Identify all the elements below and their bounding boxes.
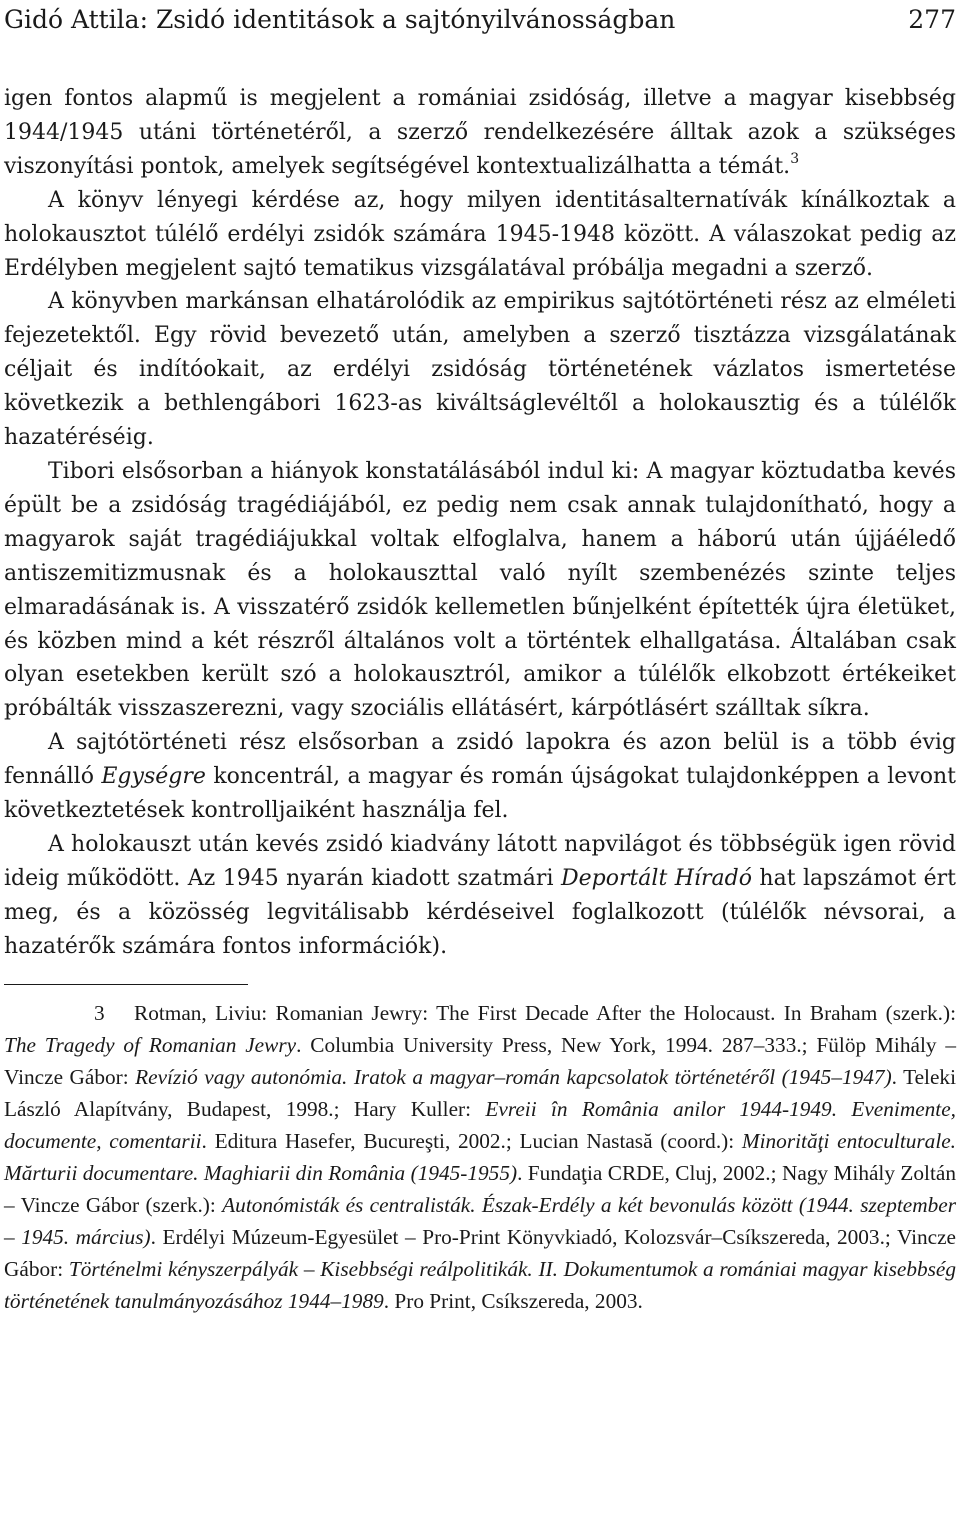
footnote-text: . Pro Print, Csíkszereda, 2003. — [383, 1289, 643, 1314]
paragraph-1-text: igen fontos alapmű is megjelent a romániai zsidóság, illetve a magyar kisebbség 1944/1945 utáni történetéről, a szerző rendelkezésére álltak azok a szükséges viszonyítási pontok, amelyek segítségével kontextualizálhatta a témát. — [4, 86, 956, 179]
newspaper-title: Deportált Híradó — [560, 865, 752, 891]
footnote-text: . Fundaţia CRDE, Cluj, 2002.; Nagy Mihály Zoltán – Vincze Gábor (szerk.): — [4, 1161, 956, 1218]
paragraph-6-text-b: hat lapszámot ért meg, és a közösség legvitálisabb kérdéseivel foglalkozott (túlélők névsorai, a hazatérők számára fontos információk). — [4, 865, 957, 959]
running-header — [4, 2, 956, 42]
paragraph-5-text-a: A sajtótörténeti rész elsősorban a zsidó lapokra és azon belül is a több évig fennálló — [4, 730, 956, 790]
paragraph-3: A könyvben markánsan elhatárolódik az empirikus sajtótörténeti rész az elméleti fejezetektől. Egy rövid bevezető után, amelyben a szerző tisztázza vizsgálatának céljait és indítóokait, az erdélyi zsidóság történetének vázlatos ismertetése következik a bethlengábori 1623-as kiváltságlevéltől a holokausztig és a túlélők hazatéréséig. — [4, 289, 956, 451]
footnote-text: . Teleki László Alapítvány, Budapest, 1998.; Hary Kuller: — [4, 1064, 956, 1121]
footnote-text: . Editura Hasefer, Bucureşti, 2002.; Lucian Nastasă (coord.): — [201, 1128, 735, 1153]
paragraph-6-text-a: A holokauszt után kevés zsidó kiadvány látott napvilágot és többségük igen rövid ideig működött. Az 1945 nyarán kiadott szatmári — [4, 831, 956, 891]
paragraph-5-text-b: koncentrál, a magyar és román újságokat tulajdonképpen a levont következtetések kontrolljaiként használja fel. — [4, 764, 957, 824]
footnote-title: The Tragedy of Romanian Jewry — [4, 1032, 297, 1057]
footnote-text: . Columbia University Press, New York, 1994. 287–333.; Fülöp Mihály – Vincze Gábor: — [4, 1032, 956, 1089]
paragraph-6 — [4, 828, 956, 964]
paragraph-1 — [4, 82, 956, 184]
footnote-title: Autonómisták és centralisták. Észak-Erdély a két bevonulás között (1944. szeptember – 1945. március) — [4, 1193, 957, 1250]
paragraph-5 — [4, 726, 956, 828]
footnote-separator — [4, 984, 248, 985]
footnote-title: Revízió vagy autonómia. Iratok a magyar–román kapcsolatok történetéről (1945–1947) — [135, 1064, 892, 1089]
paragraph-2: A könyv lényegi kérdése az, hogy milyen identitásalternatívák kínálkoztak a holokausztot túlélő erdélyi zsidók számára 1945-1948 között. A válaszokat pedig az Erdélyben megjelent sajtó tematikus vizsgálatával próbálja megadni a szerző. — [4, 187, 956, 281]
footnote-3 — [4, 997, 956, 1318]
newspaper-title: Egységre — [101, 764, 206, 790]
footnote-reference: 3 — [790, 150, 800, 167]
main-text — [4, 82, 956, 964]
page-number: 277 — [908, 5, 956, 34]
footnote-text: . Erdélyi Múzeum-Egyesület – Pro-Print Könyvkiadó, Kolozsvár–Csíkszereda, 2003.; Vincze Gábor: — [4, 1225, 957, 1282]
footnote-title: Történelmi kényszerpályák – Kisebbségi reálpolitikák. II. Dokumentumok a romániai magyar kisebbség történetének tanulmányozásához 1944–1989 — [4, 1257, 956, 1314]
footnote-text: Rotman, Liviu: Romanian Jewry: The First Decade After the Holocaust. In Braham (szerk.): — [134, 1000, 956, 1025]
footnote-title: Evreii în România anilor 1944-1949. Evenimente, documente, comentarii — [4, 1096, 956, 1153]
paragraph-4: Tibori elsősorban a hiányok konstatálásából indul ki: A magyar köztudatba kevés épült be a zsidóság tragédiájából, ez pedig nem csak annak tulajdonítható, hogy a magyarok saját tragédiájukkal voltak elfoglalva, hanem a háború után újjáéledő antiszemitizmusnak és a holokauszttal való nyílt szembenézés szinte teljes elmaradásának is. A visszatérő zsidók kellemetlen bűnjelként építették újra életüket, és közben mind a két részről általános volt a történtek elhallgatása. Általában csak olyan esetekben került szó a holokausztról, amikor a túlélők elkobzott értékeiket próbálták visszaszerezni, vagy szociális ellátásért, kárpótlásért szálltak síkra. — [4, 458, 956, 722]
running-title: Gidó Attila: Zsidó identitások a sajtónyilvánosságban — [4, 5, 676, 34]
footnote-number: 3 — [94, 1000, 105, 1025]
footnote-title: Minorităţi entoculturale. Mărturii documentare. Maghiarii din România (1945-1955) — [4, 1128, 957, 1186]
